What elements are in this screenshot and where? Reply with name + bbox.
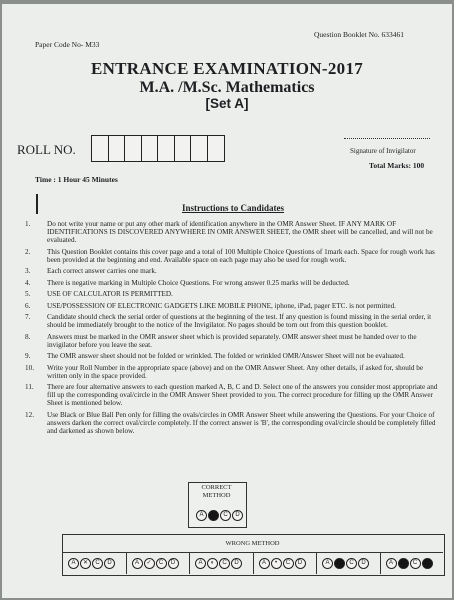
list-item: 4. There is negative marking in Multiple Choice Questions. For wrong answer 0.25 marks will be deducted. (25, 278, 350, 287)
booklet-number: Question Booklet No. 633461 (314, 30, 404, 39)
omr-bubble: A (132, 558, 143, 569)
omr-bubble: ◐ (207, 558, 218, 569)
roll-digit-box[interactable] (141, 135, 159, 162)
list-item: 10. Write your Roll Number in the appropriate space (above) and on the OMR Answer Sheet. Any other details, if asked for, should be written only in the space provided. (25, 363, 424, 380)
wrong-method-cell-divider (380, 552, 381, 574)
list-item: 9. The OMR answer sheet should not be folded or wrinkled. The folded or wrinkled OMR/Answer Sheet will not be evaluated. (25, 352, 405, 360)
wrong-method-bubble-group (68, 558, 115, 569)
instructions-list (25, 220, 443, 438)
question-booklet-cover (2, 4, 452, 598)
wrong-method-bubble-group (259, 558, 306, 569)
omr-bubble: A (322, 558, 333, 569)
exam-title: ENTRANCE EXAMINATION-2017 (90, 59, 364, 78)
omr-bubble: C (156, 558, 167, 569)
roll-digit-box[interactable] (108, 135, 126, 162)
omr-bubble: C (220, 510, 231, 521)
omr-bubble: D (232, 510, 243, 521)
roll-label: ROLL NO. (17, 142, 76, 157)
omr-bubble: D (358, 558, 369, 569)
omr-bubble (334, 558, 345, 569)
omr-bubble: A (386, 558, 397, 569)
omr-bubble: A (195, 558, 206, 569)
list-item: 6. USE/POSSESSION OF ELECTRONIC GADGETS LIKE MOBILE PHONE, iphone, iPad, pager ETC. is not permitted. (25, 301, 396, 310)
paper-code: Paper Code No- M33 (35, 40, 100, 49)
wrong-method-cell-divider (126, 552, 127, 574)
roll-digit-box[interactable] (207, 135, 225, 162)
omr-bubble (208, 510, 219, 521)
omr-bubble: D (295, 558, 306, 569)
roll-digit-box[interactable] (190, 135, 208, 162)
omr-bubble: C (283, 558, 294, 569)
omr-bubble: ✕ (80, 558, 91, 569)
set-title: [Set A] (205, 96, 249, 111)
wrong-method-label: WRONG METHOD (225, 540, 280, 547)
list-item: 8. Answers must be marked in the OMR answer sheet which is provided separately. OMR answer sheet must be handed over to the invigilator before you leave the seat. (25, 332, 417, 349)
list-item: 12. Use Black or Blue Ball Pen only for filling the ovals/circles in OMR Answer Sheet while answering the Questions. For your Choice of answers darken the correct oval/circle completely. If the correct answer is 'B', the corresponding oval/circle should be completely filled and darkened as shown below. (25, 410, 436, 435)
text-cursor-mark (36, 194, 38, 214)
correct-method-bubbles (196, 510, 243, 521)
wrong-method-bubble-group (132, 558, 179, 569)
roll-digit-box[interactable] (174, 135, 192, 162)
omr-bubble: D (168, 558, 179, 569)
roll-digit-box[interactable] (91, 135, 109, 162)
exam-time: Time : 1 Hour 45 Minutes (35, 175, 118, 184)
roll-digit-box[interactable] (124, 135, 142, 162)
roll-digit-box[interactable] (157, 135, 175, 162)
wrong-method-cell-divider (253, 552, 254, 574)
list-item: 1. Do not write your name or put any other mark of identification anywhere in the OMR Answer Sheet. IF ANY MARK OF IDENTIFICATIONS IS DISCOVERED ANYWHERE IN OMR ANSWER SHEET, the OMR sheet will be cancelled, and will not be evaluated. (25, 220, 433, 244)
list-item: 11. There are four alternative answers to each question marked A, B, C and D. Select one of the answers you consider most appropriate and fill up the corresponding oval/circle in the OMR Answer Sheet provided to you. The correct procedure for filling up the OMR Answer Sheet is mentioned below. (25, 383, 438, 407)
total-marks: Total Marks: 100 (369, 161, 425, 170)
wrong-method-bubble-group (195, 558, 242, 569)
omr-bubble: C (92, 558, 103, 569)
list-item: 2. This Question Booklet contains this cover page and a total of 100 Multiple Choice Questions of 1mark each. Space for rough work has been provided at the beginning and end. Available space on each page may also be used for rough work. (25, 247, 435, 264)
omr-bubble (398, 558, 409, 569)
roll-number-boxes[interactable] (91, 135, 223, 162)
signature-label: Signature of Invigilator (350, 147, 416, 155)
list-item: 5. USE OF CALCULATOR IS PERMITTED. (25, 290, 173, 298)
list-item: 3. Each correct answer carries one mark. (25, 267, 157, 275)
omr-bubble: ✓ (144, 558, 155, 569)
list-item: 7. Candidate should check the serial order of questions at the beginning of the test. If any question is found missing in the serial order, it should be immediately brought to the notice of the Invigilator. No pages should be torn out from this question booklet. (25, 313, 432, 329)
wrong-method-bubble-group (386, 558, 433, 569)
omr-bubble: A (196, 510, 207, 521)
omr-bubble: • (271, 558, 282, 569)
omr-bubble: D (231, 558, 242, 569)
omr-bubble: D (104, 558, 115, 569)
omr-bubble: C (410, 558, 421, 569)
omr-bubble: A (68, 558, 79, 569)
omr-bubble: A (259, 558, 270, 569)
wrong-method-cell-divider (189, 552, 190, 574)
instructions-title: Instructions to Candidates (182, 203, 285, 213)
correct-method-label: CORRECT METHOD (201, 484, 232, 499)
wrong-method-cell-divider (316, 552, 317, 574)
course-title: M.A. /M.Sc. Mathematics (139, 79, 315, 96)
omr-bubble: C (219, 558, 230, 569)
wrong-method-bubble-group (322, 558, 369, 569)
omr-bubble (422, 558, 433, 569)
omr-bubble: C (346, 558, 357, 569)
signature-line (344, 138, 430, 139)
